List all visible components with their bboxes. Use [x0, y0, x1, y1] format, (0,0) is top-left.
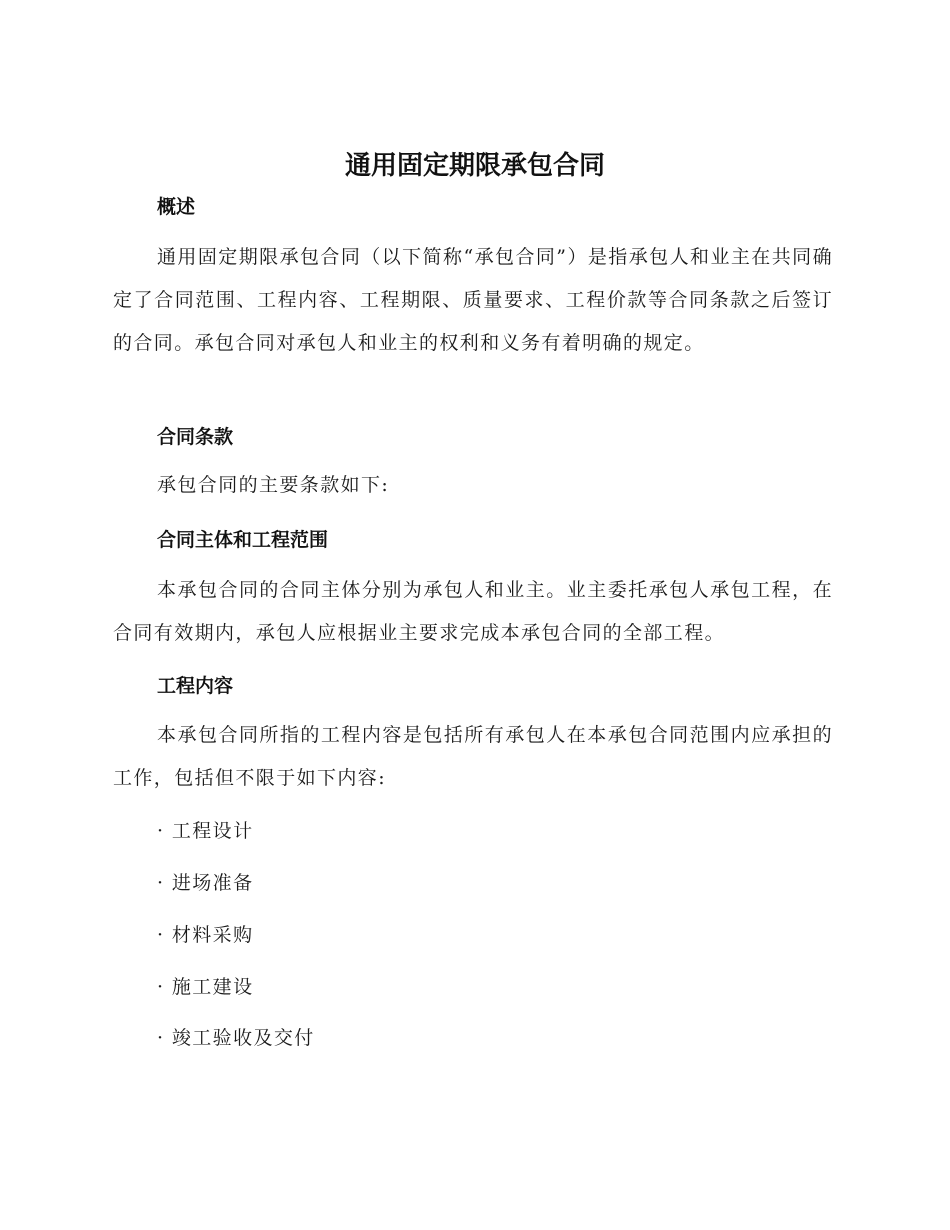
list-item-site-preparation: · 进场准备 [157, 872, 254, 894]
list-item-construction: · 施工建设 [157, 976, 254, 998]
list-item-acceptance-delivery: · 竣工验收及交付 [157, 1027, 315, 1049]
section-heading-work-content: 工程内容 [157, 675, 234, 697]
overview-paragraph: 通用固定期限承包合同（以下简称“承包合同”）是指承包人和业主在共同确定了合同范围、工程内容、工程期限、质量要求、工程价款等合同条款之后签订的合同。承包合同对承包人和业主的权利和义务有着明确的规定。 [113, 246, 833, 354]
section-heading-overview: 概述 [157, 196, 196, 218]
list-item-design: · 工程设计 [157, 820, 254, 842]
parties-scope-paragraph: 本承包合同的合同主体分别为承包人和业主。业主委托承包人承包工程，在合同有效期内，承包人应根据业主要求完成本承包合同的全部工程。 [113, 579, 833, 644]
section-heading-contract-terms: 合同条款 [157, 426, 234, 448]
document-title: 通用固定期限承包合同 [344, 151, 605, 181]
list-item-material-procurement: · 材料采购 [157, 924, 254, 946]
section-heading-parties-scope: 合同主体和工程范围 [157, 529, 329, 551]
contract-terms-paragraph: 承包合同的主要条款如下: [157, 474, 390, 496]
work-content-paragraph: 本承包合同所指的工程内容是包括所有承包人在本承包合同范围内应承担的工作，包括但不限于如下内容: [113, 724, 833, 789]
